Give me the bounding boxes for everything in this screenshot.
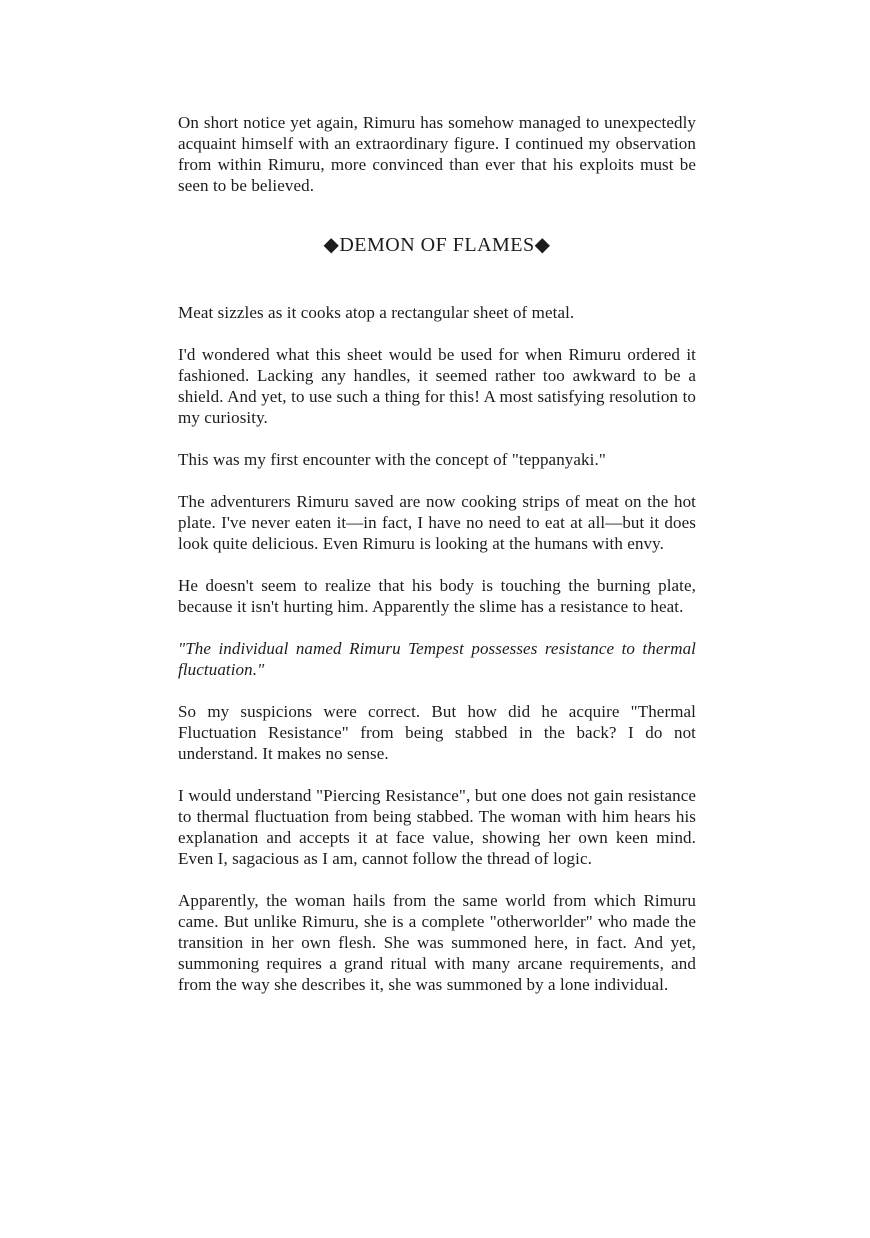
body-paragraph: Apparently, the woman hails from the same world from which Rimuru came. But unlike Rimuru, she is a complete "otherworlder" who made the transition in her own flesh. She was summoned here, in fact. And yet, summoning requires a grand ritual with many arcane requirements, and from the way she describes it, she was summoned by a lone individual. [178, 891, 696, 994]
body-paragraph: The adventurers Rimuru saved are now cooking strips of meat on the hot plate. I've never eaten it—in fact, I have no need to eat at all—but it does look quite delicious. Even Rimuru is looking at the humans with envy. [178, 492, 696, 553]
body-paragraph: On short notice yet again, Rimuru has somehow managed to unexpectedly acquaint himself with an extraordinary figure. I continued my observation from within Rimuru, more convinced than ever that his exploits must be seen to be believed. [178, 113, 696, 195]
body-paragraph: So my suspicions were correct. But how did he acquire "Thermal Fluctuation Resistance" from being stabbed in the back? I do not understand. It makes no sense. [178, 702, 696, 763]
section-heading: ◆DEMON OF FLAMES◆ [323, 234, 551, 256]
body-paragraph: He doesn't seem to realize that his body is touching the burning plate, because it isn't hurting him. Apparently the slime has a resistance to heat. [178, 576, 696, 616]
page-content [178, 112, 696, 1016]
body-paragraph: Meat sizzles as it cooks atop a rectangular sheet of metal. [178, 303, 575, 322]
body-paragraph: This was my first encounter with the concept of "teppanyaki." [178, 450, 606, 469]
skill-announcement-quote: "The individual named Rimuru Tempest possesses resistance to thermal fluctuation." [178, 639, 696, 679]
body-paragraph: I would understand "Piercing Resistance", but one does not gain resistance to thermal fluctuation from being stabbed. The woman with him hears his explanation and accepts it at face value, showing her own keen mind. Even I, sagacious as I am, cannot follow the thread of logic. [178, 786, 696, 868]
body-paragraph: I'd wondered what this sheet would be used for when Rimuru ordered it fashioned. Lacking any handles, it seemed rather too awkward to be a shield. And yet, to use such a thing for this! A most satisfying resolution to my curiosity. [178, 345, 696, 427]
